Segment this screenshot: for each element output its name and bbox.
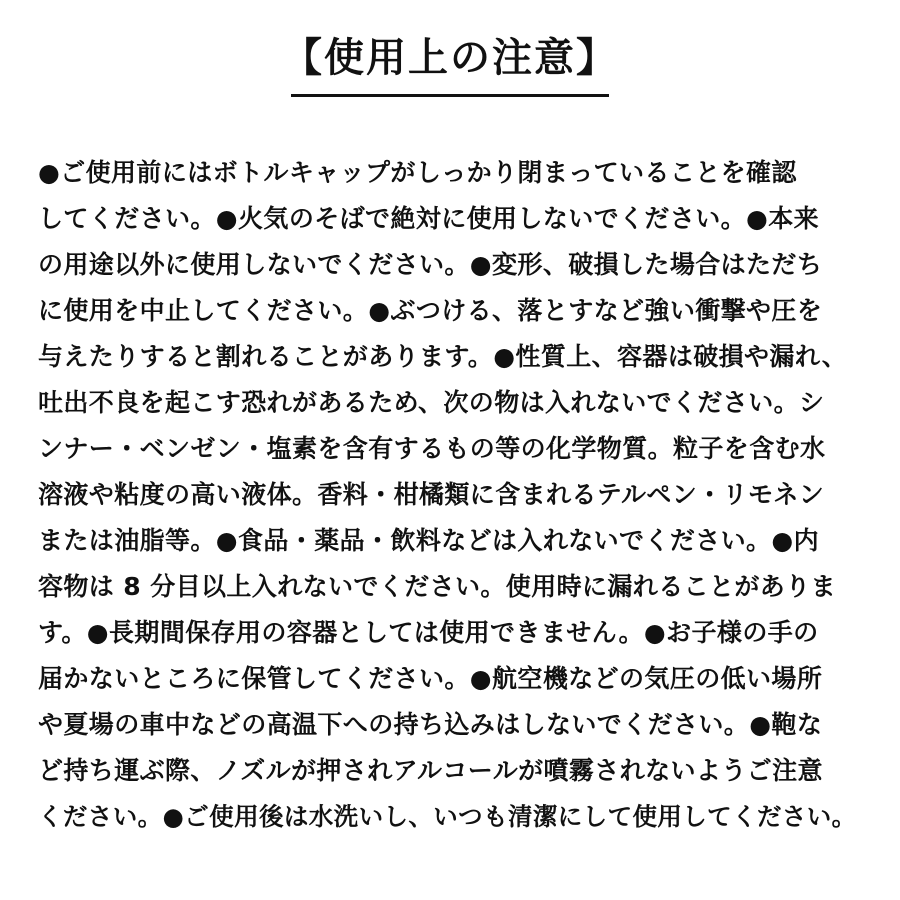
text-line-6: 吐出不良を起こす恐れがあるため、次の物は入れないでください。シ (38, 388, 825, 417)
text-line-4: に使用を中止してください。●ぶつける、落とすなど強い衝撃や圧を (38, 296, 823, 325)
text-line-11: す。●長期間保存用の容器としては使用できません。●お子様の手の (38, 618, 819, 647)
text-line-10: 容物は 8 分目以上入れないでください。使用時に漏れることがありま (38, 572, 837, 601)
text-line-7: ンナー・ベンゼン・塩素を含有するもの等の化学物質。粒子を含む水 (38, 434, 826, 463)
text-line-15: ください。●ご使用後は水洗いし、いつも清潔にして使用してください。 (38, 802, 857, 831)
text-line-8: 溶液や粘度の高い液体。香料・柑橘類に含まれるテルペン・リモネン (38, 480, 825, 509)
text-line-13: や夏場の車中などの高温下への持ち込みはしないでください。●鞄な (38, 710, 823, 739)
title-underline (291, 94, 609, 97)
text-line-12: 届かないところに保管してください。●航空機などの気圧の低い場所 (38, 664, 823, 693)
text-line-5: 与えたりすると割れることがあります。●性質上、容器は破損や漏れ、 (38, 342, 848, 371)
text-line-2: してください。●火気のそばで絶対に使用しないでください。●本来 (38, 204, 820, 233)
page-title: 【使用上の注意】 (282, 35, 618, 81)
text-line-9: または油脂等。●食品・薬品・飲料などは入れないでください。●内 (38, 526, 820, 555)
text-line-1: ●ご使用前にはボトルキャップがしっかり閉まっていることを確認 (38, 158, 797, 187)
caution-text-block (38, 150, 868, 840)
text-line-3: の用途以外に使用しないでください。●変形、破損した場合はただち (38, 250, 823, 279)
text-line-14: ど持ち運ぶ際、ノズルが押されアルコールが噴霧されないようご注意 (38, 756, 823, 785)
